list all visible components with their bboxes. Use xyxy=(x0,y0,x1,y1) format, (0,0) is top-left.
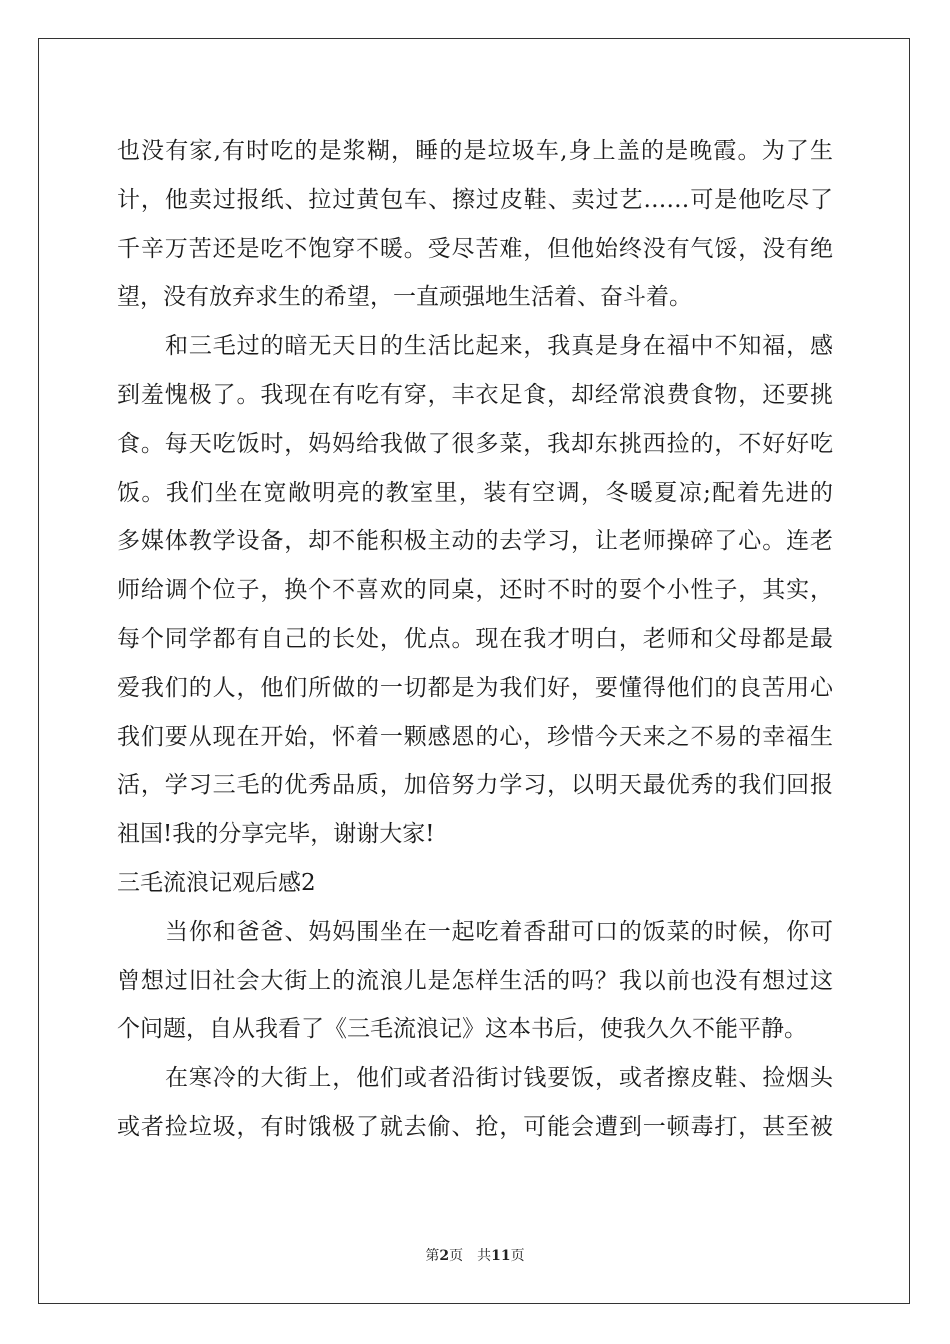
text-line: 也没有家,有时吃的是浆糊，睡的是垃圾车,身上盖的是晚霞。为了生 xyxy=(117,138,833,164)
text-line: 食。每天吃饭时，妈妈给我做了很多菜，我却东挑西捡的，不好好吃 xyxy=(117,430,833,457)
total-page-number: 11 xyxy=(491,1248,511,1264)
text-line: 祖国!我的分享完毕，谢谢大家! xyxy=(117,821,435,848)
text-line: 三毛流浪记观后感2 xyxy=(117,869,316,896)
text-line: 师给调个位子，换个不喜欢的同桌，还时不时的耍个小性子，其实， xyxy=(117,577,833,604)
text-line: 个问题，自从我看了《三毛流浪记》这本书后，使我久久不能平静。 xyxy=(117,1016,807,1043)
text-line: 爱我们的人，他们所做的一切都是为我们好，要懂得他们的良苦用心 xyxy=(117,674,833,701)
text-line: 活，学习三毛的优秀品质，加倍努力学习，以明天最优秀的我们回报 xyxy=(117,772,833,799)
text-line: 多媒体教学设备，却不能积极主动的去学习，让老师操碎了心。连老 xyxy=(117,528,833,555)
text-line: 在寒冷的大街上，他们或者沿街讨钱要饭，或者擦皮鞋、捡烟头 xyxy=(165,1065,833,1092)
text-line: 千辛万苦还是吃不饱穿不暖。受尽苦难，但他始终没有气馁，没有绝 xyxy=(117,235,833,262)
total-label-prefix: 共 xyxy=(477,1248,492,1264)
text-line: 曾想过旧社会大街上的流浪儿是怎样生活的吗？我以前也没有想过这 xyxy=(117,967,833,994)
text-line: 计，他卖过报纸、拉过黄包车、擦过皮鞋、卖过艺……可是他吃尽了 xyxy=(117,186,833,213)
text-line: 望，没有放弃求生的希望，一直顽强地生活着、奋斗着。 xyxy=(117,284,692,311)
document-body xyxy=(117,127,833,1152)
text-line: 每个同学都有自己的长处，优点。现在我才明白，老师和父母都是最 xyxy=(117,625,833,652)
text-line: 和三毛过的暗无天日的生活比起来，我真是身在福中不知福，感 xyxy=(165,333,833,360)
text-line: 当你和爸爸、妈妈围坐在一起吃着香甜可口的饭菜的时候，你可 xyxy=(165,918,833,945)
page-label-suffix: 页 xyxy=(449,1248,464,1264)
current-page-number: 2 xyxy=(439,1248,450,1264)
page-footer xyxy=(0,1246,950,1266)
text-line: 我们要从现在开始，怀着一颗感恩的心，珍惜今天来之不易的幸福生 xyxy=(117,723,833,750)
page-label-prefix: 第 xyxy=(425,1248,440,1264)
text-line: 到羞愧极了。我现在有吃有穿，丰衣足食，却经常浪费食物，还要挑 xyxy=(117,381,833,408)
text-line: 或者捡垃圾，有时饿极了就去偷、抢，可能会遭到一顿毒打，甚至被 xyxy=(117,1113,833,1140)
total-label-suffix: 页 xyxy=(510,1248,525,1264)
text-line: 饭。我们坐在宽敞明亮的教室里，装有空调，冬暖夏凉;配着先进的 xyxy=(117,479,833,506)
